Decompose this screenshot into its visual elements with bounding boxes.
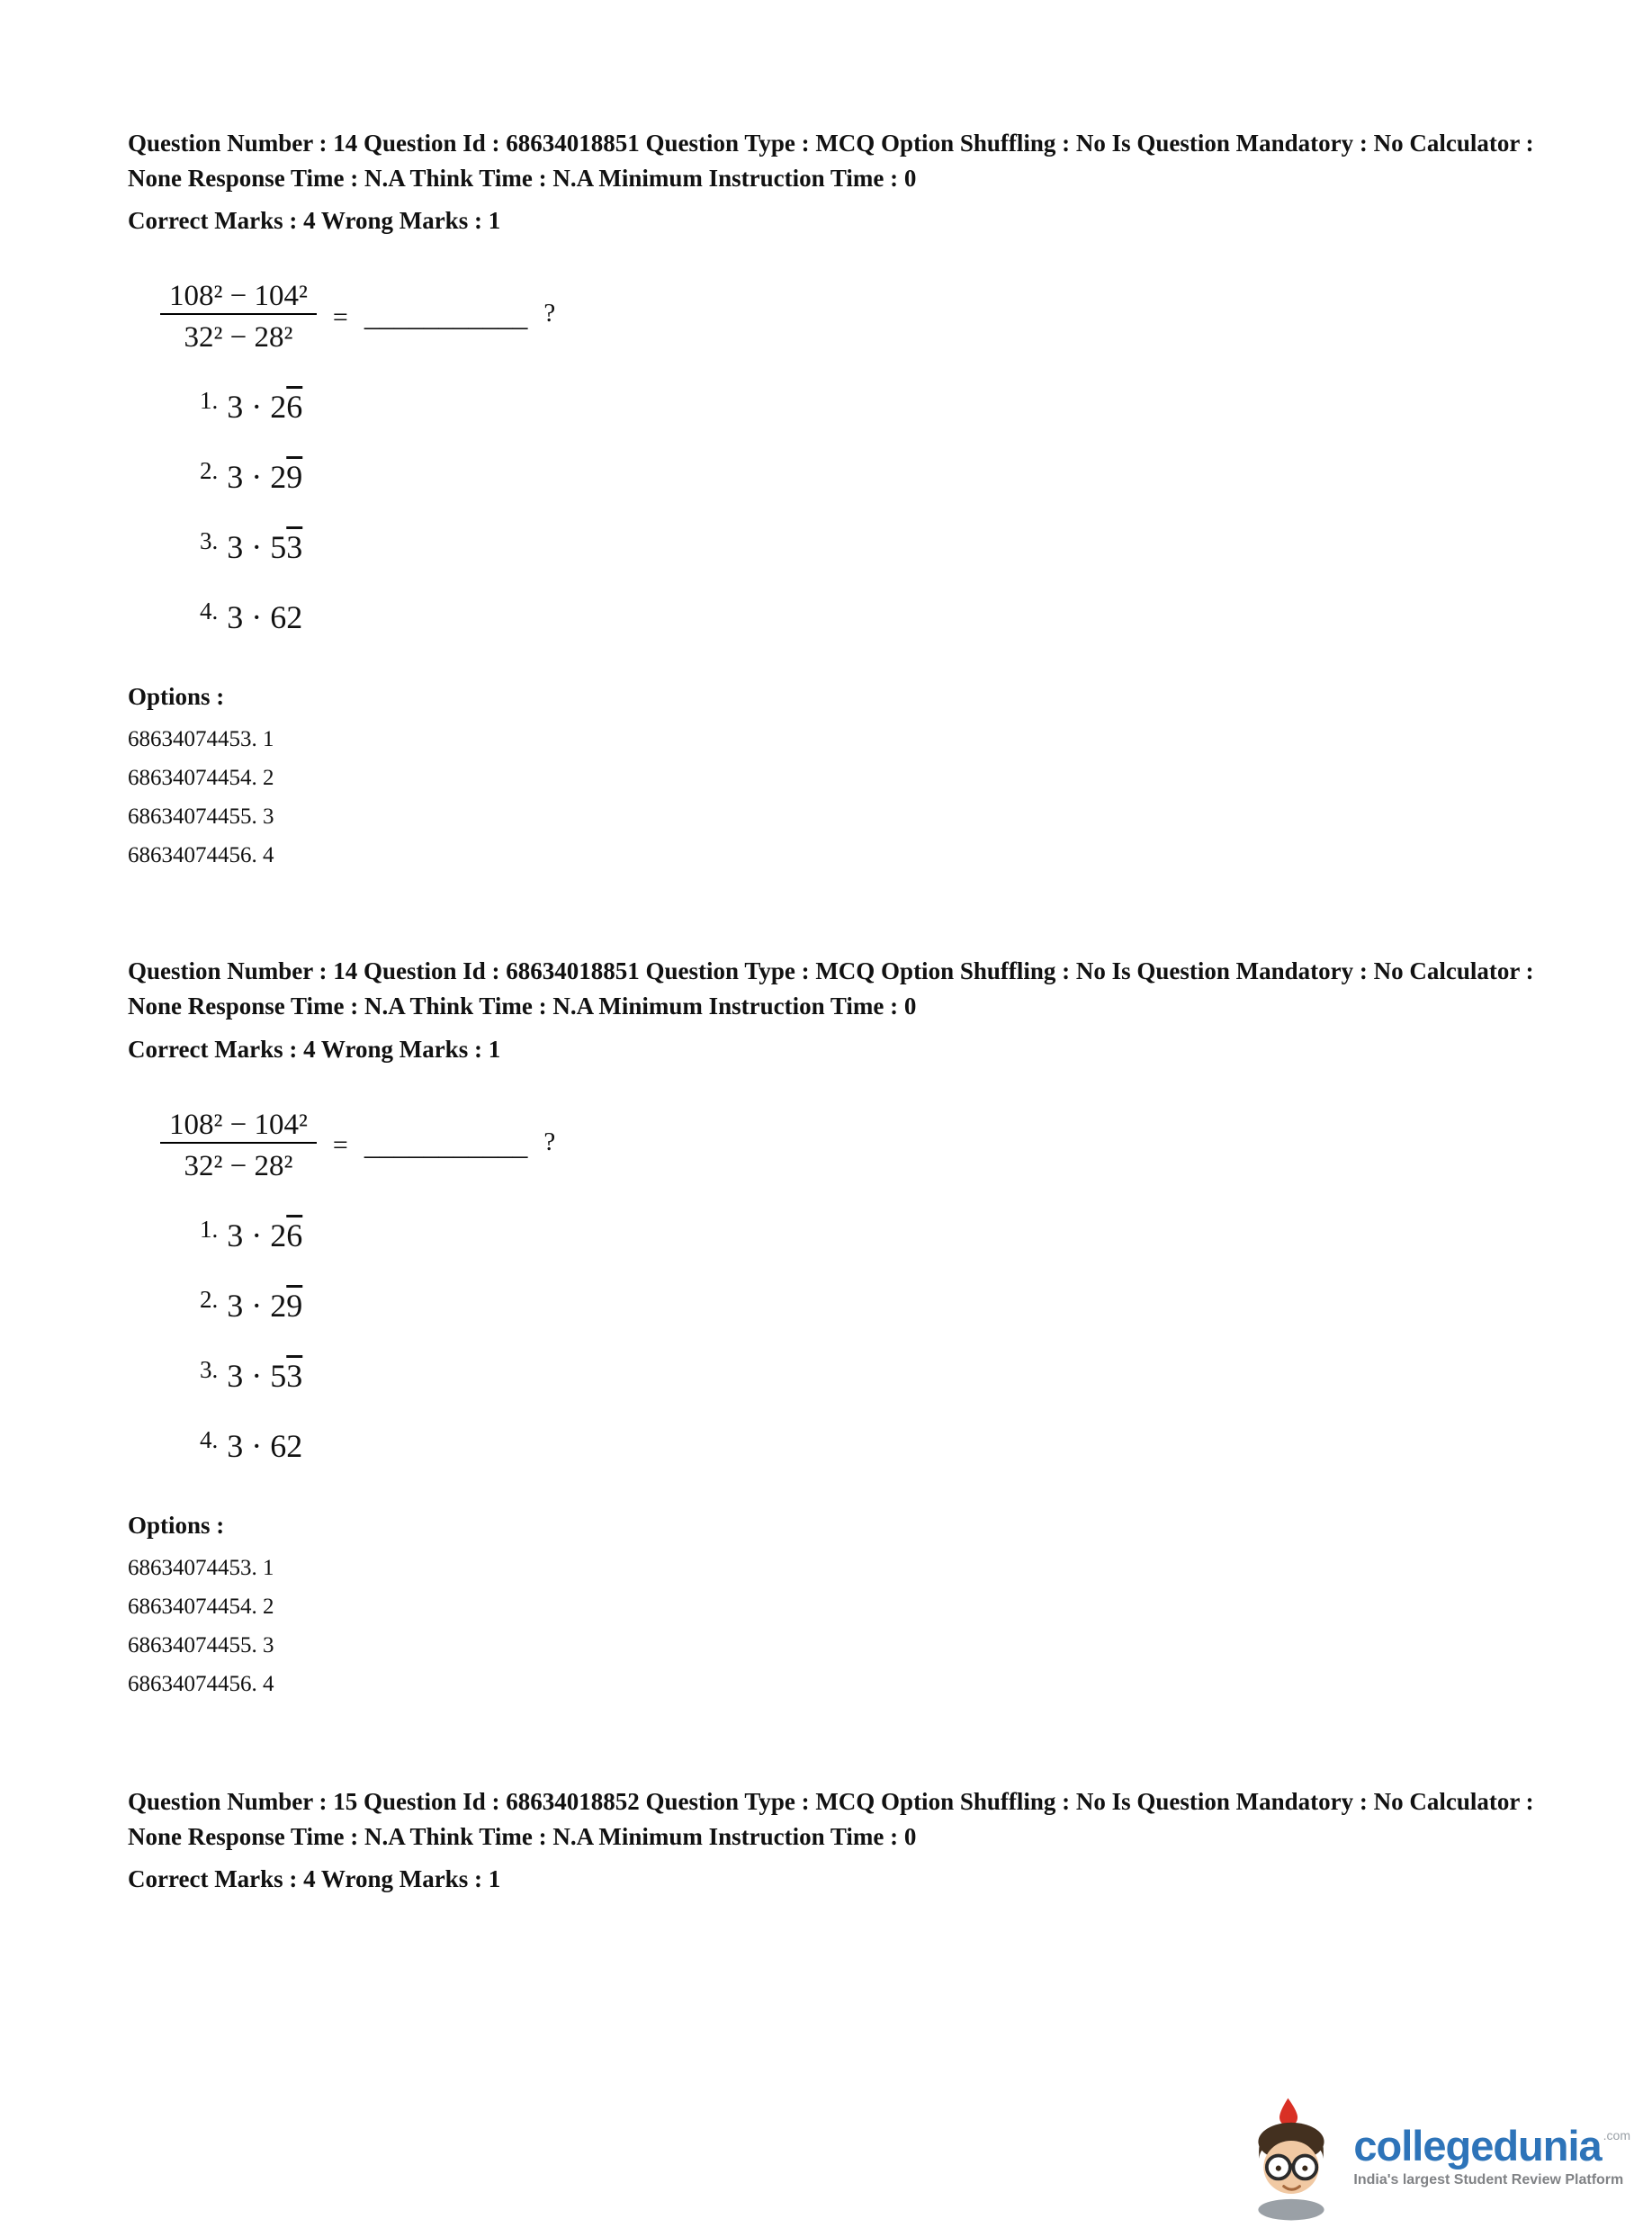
answer-blank: ___________: [364, 1128, 528, 1162]
choice-number: 3.: [200, 1355, 219, 1383]
choice-number: 2.: [200, 457, 219, 485]
answer-choices: [200, 1216, 1560, 1465]
question-equation: [160, 280, 1560, 355]
brand-tagline: India's largest Student Review Platform: [1353, 2171, 1624, 2188]
choice-number: 2.: [200, 1285, 219, 1313]
choice-number: 4.: [200, 1425, 219, 1453]
question-marks-line: Correct Marks : 4 Wrong Marks : 1: [128, 1864, 501, 1892]
choice-value-repeating: 9: [286, 1287, 303, 1324]
equals-sign: =: [332, 301, 348, 332]
option-id: 68634074454. 2: [128, 766, 274, 791]
fraction: [160, 280, 317, 355]
option-id: 68634074455. 3: [128, 804, 274, 830]
choice-value: 3 · 5: [227, 1357, 287, 1394]
choice-value-repeating: 6: [286, 1217, 303, 1253]
question-marks-line: Correct Marks : 4 Wrong Marks : 1: [128, 1035, 501, 1063]
choice-number: 1.: [200, 1215, 219, 1243]
collegedunia-logo: [1238, 2097, 1630, 2221]
choice-value: 3 · 5: [227, 529, 287, 566]
choice-number: 1.: [200, 387, 219, 415]
choice-1: [200, 1216, 1560, 1254]
choice-value: 3 · 2: [227, 1217, 287, 1253]
choice-2: [200, 1286, 1560, 1325]
choice-4: [200, 597, 1560, 636]
fraction: [160, 1109, 317, 1183]
option-id: 68634074454. 2: [128, 1594, 274, 1619]
choice-value-repeating: 6: [286, 389, 303, 426]
question-meta-header: Question Number : 15 Question Id : 68634018852 Question Type : MCQ Option Shuffling : No Is Question Mandatory : No Calculator : None Response Time : N.A Think Time : N.A Minimum Instruction Time : 0: [128, 1787, 1534, 1850]
question-block-15: [128, 1784, 1560, 1893]
equals-sign: =: [332, 1130, 348, 1161]
question-block-14-a: [128, 126, 1560, 875]
question-marks-line: Correct Marks : 4 Wrong Marks : 1: [128, 207, 501, 235]
question-equation: [160, 1109, 1560, 1183]
fraction-numerator: 108² − 104²: [169, 280, 308, 313]
choice-value: 3 · 2: [227, 389, 287, 426]
option-id: 68634074453. 1: [128, 1555, 274, 1580]
choice-2: [200, 457, 1560, 496]
fraction-denominator: 32² − 28²: [160, 1142, 317, 1183]
choice-value: 3 · 62: [227, 599, 303, 636]
option-id-list: [128, 720, 1560, 875]
choice-4: [200, 1426, 1560, 1465]
choice-number: 4.: [200, 597, 219, 625]
question-meta-header: Question Number : 14 Question Id : 68634018851 Question Type : MCQ Option Shuffling : No Is Question Mandatory : No Calculator : None Response Time : N.A Think Time : N.A Minimum Instruction Time : 0: [128, 130, 1534, 193]
choice-3: [200, 1356, 1560, 1395]
question-block-14-b: [128, 954, 1560, 1702]
page-content: [128, 126, 1560, 1893]
brand-name: collegedunia: [1353, 2121, 1602, 2170]
choice-3: [200, 527, 1560, 566]
options-label: Options :: [128, 683, 225, 711]
question-mark: ?: [543, 1127, 556, 1156]
brand-suffix: .com: [1603, 2127, 1630, 2143]
option-id: 68634074456. 4: [128, 1671, 274, 1696]
choice-value: 3 · 2: [227, 459, 287, 496]
option-id: 68634074456. 4: [128, 843, 274, 868]
choice-value-repeating: 3: [286, 1357, 303, 1394]
choice-1: [200, 387, 1560, 426]
answer-blank: ___________: [364, 301, 528, 334]
question-mark: ?: [543, 299, 556, 328]
mascot-icon: [1238, 2097, 1344, 2221]
choice-value-repeating: 9: [286, 459, 303, 496]
option-id-list: [128, 1549, 1560, 1703]
fraction-numerator: 108² − 104²: [169, 1108, 308, 1141]
choice-value-repeating: 3: [286, 529, 303, 566]
question-meta-header: Question Number : 14 Question Id : 68634018851 Question Type : MCQ Option Shuffling : No Is Question Mandatory : No Calculator : None Response Time : N.A Think Time : N.A Minimum Instruction Time : 0: [128, 957, 1534, 1020]
brand-text-block: [1353, 2121, 1630, 2194]
fraction-denominator: 32² − 28²: [160, 313, 317, 355]
answer-choices: [200, 387, 1560, 636]
options-label: Options :: [128, 1511, 225, 1539]
option-id: 68634074455. 3: [128, 1632, 274, 1658]
choice-value: 3 · 62: [227, 1427, 303, 1464]
option-id: 68634074453. 1: [128, 727, 274, 752]
choice-value: 3 · 2: [227, 1287, 287, 1324]
choice-number: 3.: [200, 527, 219, 555]
